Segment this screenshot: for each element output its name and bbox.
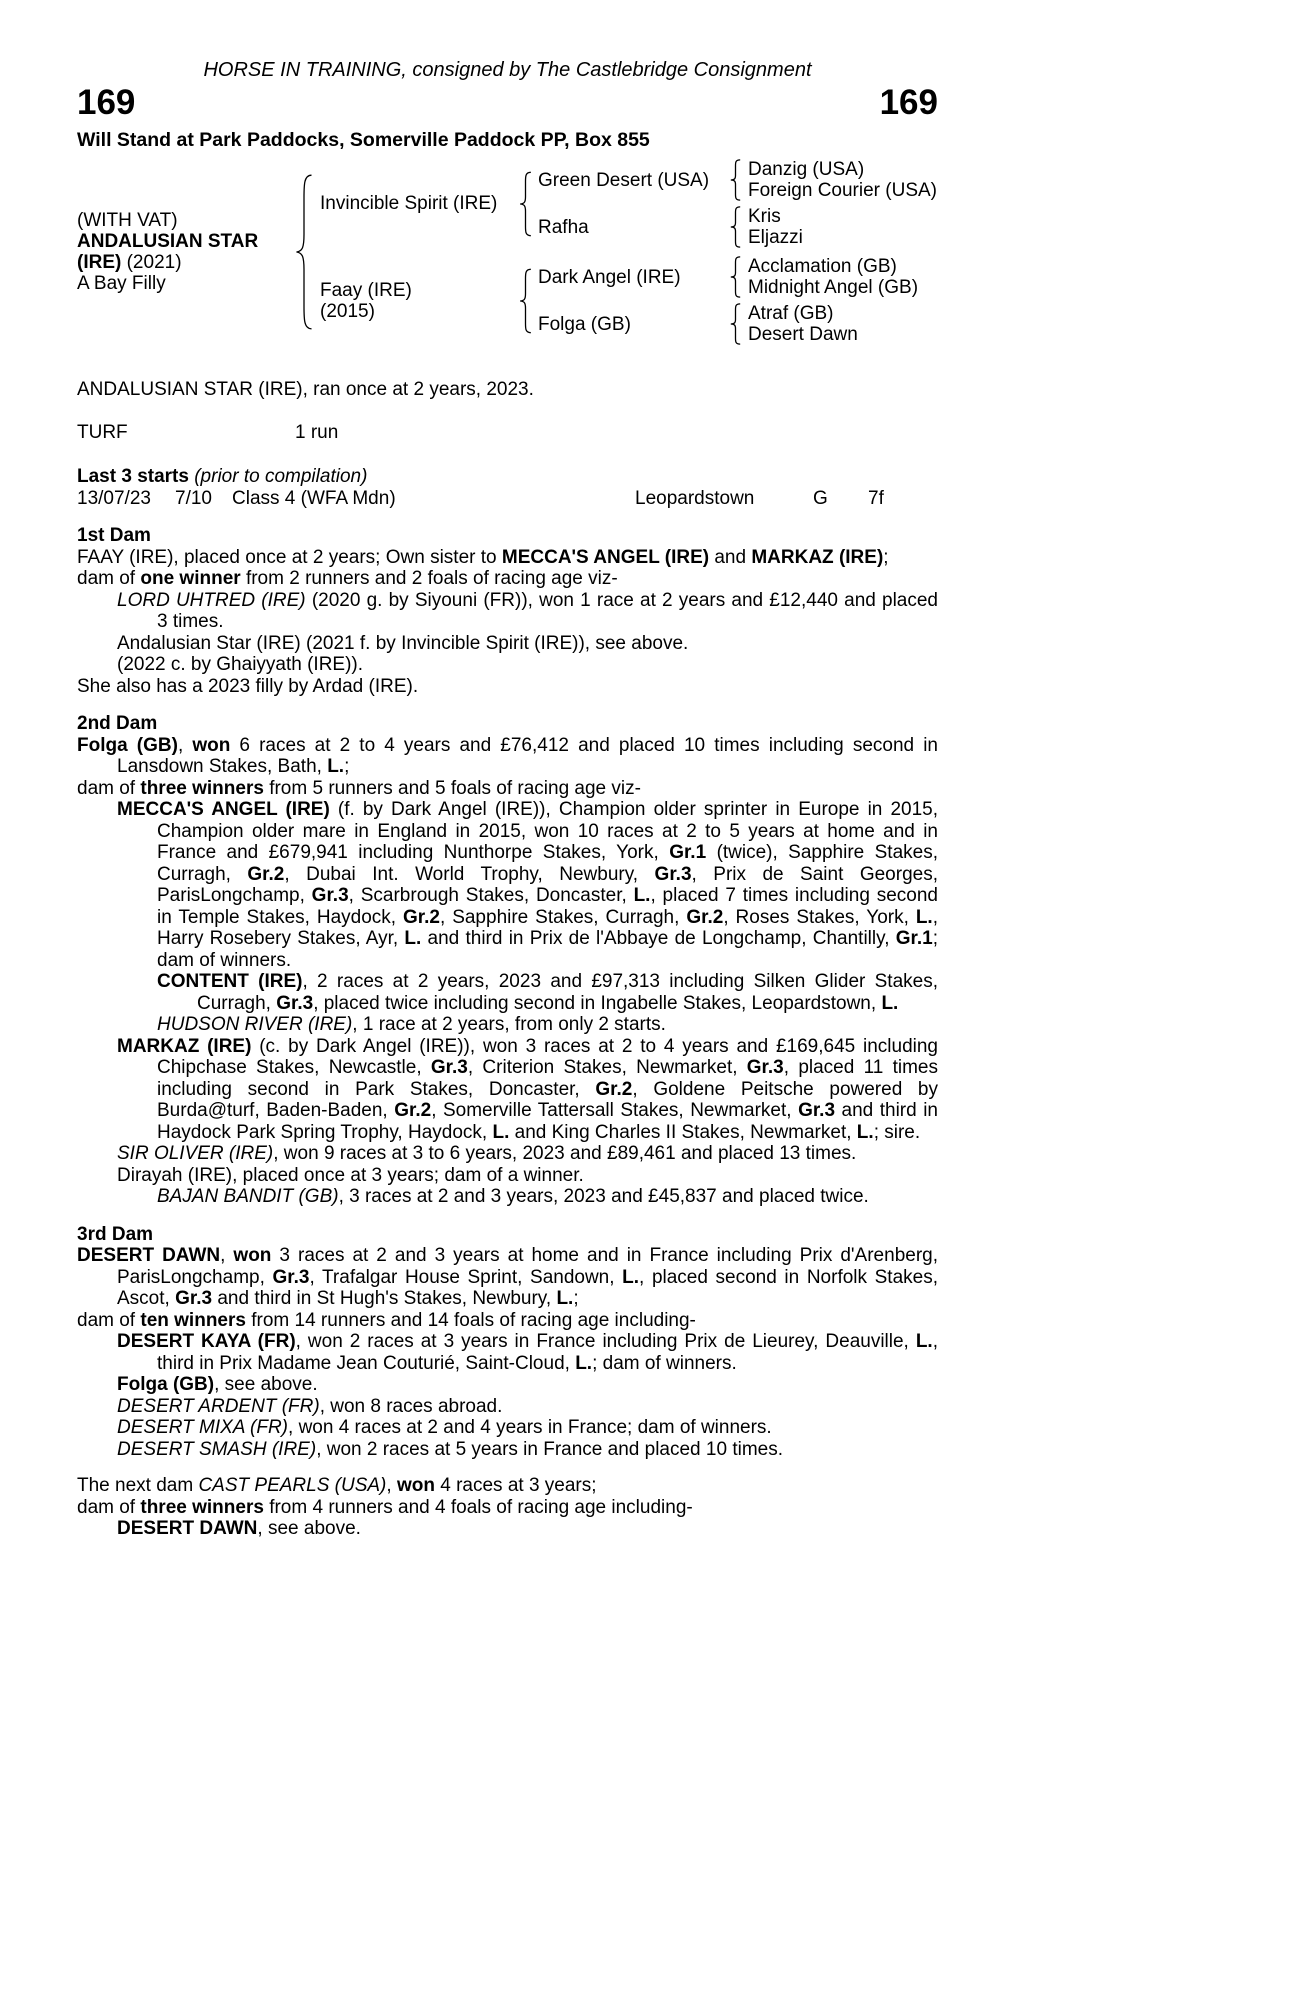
pedigree-paragraph	[77, 633, 938, 655]
text-segment: (f. by Dark Angel (IRE)), Champion older sprinter in Europe in 2015, Champion older mare in England in 2015, won 10 races at 2 to 5 years at home and in France and £679,941 including Nunthorpe Stakes, York,	[157, 799, 938, 863]
text-segment: ;	[883, 546, 889, 568]
text-segment: L.	[575, 1352, 593, 1374]
pedigree-paragraph	[77, 1245, 938, 1310]
pedigree-paragraph	[77, 735, 938, 778]
text-segment: three winners	[140, 777, 264, 799]
curly-brace-icon	[728, 303, 743, 345]
text-segment: L.	[622, 1266, 640, 1288]
sire-dam-parents	[748, 206, 803, 248]
text-segment: , placed 11 times including second in Park Stakes, Doncaster,	[157, 1057, 938, 1100]
text-segment: from 5 runners and 5 foals of racing age viz-	[263, 777, 641, 799]
curly-brace-icon	[517, 268, 534, 334]
dam-dam-branch	[538, 303, 918, 345]
dam-branch	[320, 256, 937, 345]
text-segment: and third in St Hugh's Stakes, Newbury,	[212, 1288, 557, 1309]
lot-number-row	[77, 84, 938, 121]
text-segment: (2020 g. by Siyouni (FR)), won 1 race at 2 years and £12,440 and placed 3 times.	[157, 589, 939, 632]
text-segment: LORD UHTRED (IRE)	[117, 589, 306, 611]
sire-name: Invincible Spirit (IRE)	[320, 193, 498, 214]
text-segment: , Scarbrough Stakes, Doncaster,	[348, 885, 634, 906]
ancestor-name: Foreign Courier (USA)	[748, 180, 937, 201]
pedigree-paragraph	[77, 1417, 938, 1439]
race-distance: 7f	[868, 487, 884, 509]
pedigree-paragraph	[77, 1036, 938, 1144]
vat-note: (WITH VAT)	[77, 210, 178, 231]
section-heading: 1st Dam	[77, 525, 151, 546]
text-segment: Gr.2	[247, 863, 285, 885]
text-segment: and third in Prix de l'Abbaye de Longchamp, Chantilly,	[421, 928, 896, 949]
text-segment: L.	[556, 1288, 574, 1309]
text-segment: (prior to compilation)	[194, 466, 368, 487]
pedigree-paragraph	[77, 1439, 938, 1461]
text-segment: , won 9 races at 3 to 6 years, 2023 and £89,461 and placed 13 times.	[273, 1143, 857, 1164]
ancestor-name: Desert Dawn	[748, 324, 858, 345]
pedigree-paragraph	[77, 1143, 938, 1165]
text-segment: L.	[492, 1121, 510, 1143]
generation-1-column	[320, 159, 937, 345]
text-segment: (2022 c. by Ghaiyyath (IRE)).	[117, 654, 364, 675]
text-segment: L.	[856, 1121, 874, 1143]
text-segment: three winners	[140, 1496, 264, 1518]
text-segment: , Dubai Int. World Trophy, Newbury,	[284, 863, 655, 885]
ancestor-name: Eljazzi	[748, 227, 803, 248]
text-segment: ,	[386, 1475, 397, 1496]
text-segment: L.	[915, 906, 933, 928]
dam-dam-parents	[748, 303, 858, 345]
ancestor-name: Acclamation (GB)	[748, 256, 897, 277]
text-segment: L.	[404, 928, 422, 949]
pedigree-paragraph	[77, 568, 938, 590]
curly-brace-icon	[292, 172, 316, 332]
race-going: G	[813, 487, 828, 509]
race-position: 7/10	[175, 487, 212, 509]
text-segment: The next dam	[77, 1475, 199, 1496]
text-segment: , see above.	[214, 1374, 318, 1395]
ancestor-name: Kris	[748, 206, 781, 227]
text-segment: Gr.3	[430, 1057, 468, 1078]
pedigree-text	[77, 525, 938, 1540]
pedigree-paragraph	[77, 1518, 938, 1540]
race-record-summary: ANDALUSIAN STAR (IRE), ran once at 2 years, 2023.	[77, 379, 534, 400]
curly-brace-icon	[517, 171, 534, 237]
text-segment: from 2 runners and 2 foals of racing age viz-	[240, 568, 618, 589]
surface-runs: 1 run	[295, 421, 339, 443]
text-segment: , placed second in Norfolk Stakes, Ascot,	[117, 1266, 938, 1309]
text-segment: , Prix de Saint Georges, ParisLongchamp,	[157, 863, 938, 906]
text-segment: , Harry Rosebery Stakes, Ayr,	[157, 906, 938, 949]
sire-sire-branch	[538, 159, 937, 201]
text-segment: dam of	[77, 1496, 141, 1518]
text-segment: L.	[327, 756, 345, 777]
surface-record-row	[77, 422, 938, 444]
text-segment: one winner	[140, 568, 241, 589]
text-segment: CONTENT (IRE)	[157, 971, 303, 992]
race-class: Class 4 (WFA Mdn)	[232, 487, 396, 509]
text-segment: DESERT DAWN	[77, 1245, 221, 1266]
pedigree-paragraph	[77, 1186, 938, 1208]
consignment-line: HORSE IN TRAINING, consigned by The Castlebridge Consignment	[203, 59, 812, 81]
text-segment: won	[192, 734, 231, 756]
text-segment: Dirayah (IRE), placed once at 3 years; dam of a winner.	[117, 1164, 584, 1186]
text-segment: Andalusian Star (IRE) (2021 f. by Invincible Spirit (IRE)), see above.	[117, 632, 689, 654]
text-segment: Gr.1	[895, 928, 933, 949]
text-segment: Folga (GB)	[77, 734, 178, 756]
pedigree-paragraph	[77, 1014, 938, 1036]
text-segment: DESERT MIXA (FR)	[117, 1417, 289, 1438]
sire-dam-name: Rafha	[538, 216, 589, 238]
race-result-row	[77, 488, 938, 510]
text-segment: BAJAN BANDIT (GB)	[157, 1186, 339, 1207]
pedigree-paragraph	[77, 1475, 938, 1497]
section-heading: 3rd Dam	[77, 1223, 154, 1245]
text-segment: , placed 7 times including second in Temple Stakes, Haydock,	[157, 885, 938, 928]
text-segment: Gr.2	[686, 906, 724, 928]
text-segment: , 3 races at 2 and 3 years, 2023 and £45,837 and placed twice.	[338, 1186, 869, 1207]
text-segment: Gr.3	[654, 863, 692, 885]
text-segment: ; dam of winners.	[592, 1352, 737, 1374]
sire-dam-branch	[538, 206, 937, 248]
text-segment: ANDALUSIAN STAR (IRE)	[77, 231, 259, 273]
surface-label: TURF	[77, 421, 128, 443]
race-course: Leopardstown	[635, 487, 755, 509]
text-segment: Gr.3	[311, 885, 349, 906]
text-segment: Gr.3	[798, 1100, 836, 1121]
pedigree-paragraph	[77, 1396, 938, 1418]
text-segment: ,	[177, 734, 193, 756]
text-segment: , third in Prix Madame Jean Couturié, Saint-Cloud,	[157, 1331, 938, 1374]
text-segment: L.	[915, 1331, 933, 1352]
dam-name-line1: Faay (IRE)	[320, 279, 412, 301]
text-segment: won	[396, 1475, 435, 1496]
text-segment: 6 races at 2 to 4 years and £76,412 and placed 10 times including second in Lansdown Stakes, Bath,	[117, 734, 938, 777]
last-starts-heading	[77, 466, 938, 488]
text-segment: , Sapphire Stakes, Curragh,	[439, 906, 687, 928]
text-segment: and third in Haydock Park Spring Trophy, Haydock,	[157, 1100, 938, 1143]
text-segment: 4 races at 3 years;	[434, 1475, 597, 1496]
text-segment: , 2 races at 2 years, 2023 and £97,313 including Silken Glider Stakes, Curragh,	[197, 971, 939, 1014]
pedigree-subject	[77, 210, 292, 294]
pedigree-paragraph	[77, 1497, 938, 1519]
pedigree-paragraph	[77, 1331, 938, 1374]
text-segment: DESERT ARDENT (FR)	[117, 1395, 320, 1417]
pedigree-paragraph	[77, 778, 938, 800]
text-segment: MARKAZ (IRE)	[117, 1035, 252, 1057]
text-segment: , won 4 races at 2 and 4 years in France; dam of winners.	[288, 1417, 772, 1438]
text-segment: Gr.3	[272, 1266, 310, 1288]
ancestor-name: Atraf (GB)	[748, 303, 834, 324]
pedigree-paragraph	[77, 590, 938, 633]
text-segment: MECCA'S ANGEL (IRE)	[117, 799, 330, 820]
pedigree-table	[77, 159, 938, 345]
text-segment: and King Charles II Stakes, Newmarket,	[509, 1121, 857, 1143]
text-segment: (c. by Dark Angel (IRE)), won 3 races at 2 to 4 years and £169,645 including Chipchase Stakes, Newcastle,	[157, 1035, 938, 1078]
text-segment: L.	[633, 885, 651, 906]
sire-sire-parents	[748, 159, 937, 201]
dam-sire-name: Dark Angel (IRE)	[538, 266, 681, 288]
pedigree-paragraph	[77, 547, 938, 569]
text-segment: (twice), Sapphire Stakes, Curragh,	[157, 842, 938, 885]
text-segment: won	[233, 1245, 272, 1266]
text-segment: , won 2 races at 5 years in France and placed 10 times.	[316, 1438, 783, 1460]
text-segment: , won 8 races abroad.	[319, 1395, 503, 1417]
pedigree-paragraph	[77, 1310, 938, 1332]
text-segment: , Roses Stakes, York,	[723, 906, 916, 928]
ancestor-name: Danzig (USA)	[748, 159, 865, 180]
text-segment: , Trafalgar House Sprint, Sandown,	[309, 1266, 623, 1288]
sire-parents	[538, 159, 937, 248]
page-content	[77, 60, 938, 1540]
text-segment: , Somerville Tattersall Stakes, Newmarket,	[431, 1100, 799, 1121]
text-segment: dam of	[77, 568, 141, 589]
text-segment: DESERT KAYA (FR)	[117, 1331, 296, 1352]
pedigree-paragraph	[77, 1374, 938, 1396]
horse-description: A Bay Filly	[77, 273, 166, 294]
curly-brace-icon	[728, 206, 743, 248]
dam-name	[320, 280, 517, 322]
text-segment: , see above.	[257, 1518, 361, 1539]
horse-name	[77, 231, 267, 273]
text-segment: FAAY (IRE), placed once at 2 years; Own sister to	[77, 546, 502, 568]
dam-sire-parents	[748, 256, 918, 298]
text-segment: Gr.2	[595, 1078, 633, 1100]
text-segment: CAST PEARLS (USA)	[198, 1475, 387, 1496]
text-segment: dam of	[77, 1309, 141, 1331]
lot-number-left: 169	[77, 82, 136, 122]
text-segment: MECCA'S ANGEL (IRE)	[501, 546, 710, 568]
text-segment: L.	[881, 992, 899, 1014]
dam-sire-branch	[538, 256, 918, 298]
lot-number-right: 169	[879, 82, 938, 122]
text-segment: Gr.2	[394, 1100, 432, 1121]
text-segment: 3 races at 2 and 3 years at home and in France including Prix d'Arenberg, ParisLongchamp,	[117, 1245, 939, 1288]
text-segment: ;	[344, 756, 350, 777]
text-segment: Folga (GB)	[117, 1374, 215, 1395]
text-segment: from 4 runners and 4 foals of racing age including-	[263, 1496, 693, 1518]
text-segment: SIR OLIVER (IRE)	[117, 1143, 274, 1164]
dam-parents	[538, 256, 918, 345]
text-segment: Gr.2	[403, 906, 440, 928]
text-segment: ;	[573, 1288, 579, 1309]
text-segment: ; dam of winners.	[157, 928, 938, 971]
text-segment: Gr.3	[746, 1057, 784, 1078]
sire-sire-name: Green Desert (USA)	[538, 169, 710, 191]
text-segment: , won 2 races at 3 years in France including Prix de Lieurey, Deauville,	[295, 1331, 916, 1352]
sire-branch	[320, 159, 937, 248]
text-segment: , Goldene Peitsche powered by Burda@turf, Baden-Baden,	[157, 1078, 938, 1121]
section-heading: 2nd Dam	[77, 713, 158, 734]
text-segment: from 14 runners and 14 foals of racing age including-	[245, 1309, 696, 1331]
dam-name-line2: (2015)	[320, 300, 375, 322]
pedigree-paragraph	[77, 1165, 938, 1187]
text-segment: ; sire.	[873, 1121, 921, 1143]
text-segment: HUDSON RIVER (IRE)	[157, 1014, 353, 1035]
pedigree-paragraph	[77, 676, 938, 698]
text-segment: (2021)	[121, 252, 182, 273]
pedigree-paragraph	[77, 971, 938, 1014]
text-segment: , placed twice including second in Ingabelle Stakes, Leopardstown,	[313, 992, 882, 1014]
text-segment: She also has a 2023 filly by Ardad (IRE).	[77, 675, 419, 697]
text-segment: ,	[220, 1245, 234, 1266]
ancestor-name: Midnight Angel (GB)	[748, 277, 919, 298]
pedigree-paragraph	[77, 654, 938, 676]
dam-dam-name: Folga (GB)	[538, 313, 631, 335]
text-segment: Last 3 starts	[77, 466, 189, 487]
text-segment: Gr.1	[669, 842, 707, 863]
text-segment: , Criterion Stakes, Newmarket,	[467, 1057, 747, 1078]
text-segment: dam of	[77, 777, 141, 799]
text-segment: Gr.3	[175, 1288, 213, 1309]
text-segment: DESERT DAWN	[117, 1518, 258, 1539]
text-segment: ten winners	[140, 1309, 246, 1331]
text-segment: MARKAZ (IRE)	[751, 546, 884, 568]
race-date: 13/07/23	[77, 487, 151, 509]
stand-location: Will Stand at Park Paddocks, Somerville Paddock PP, Box 855	[77, 128, 650, 151]
pedigree-paragraph	[77, 799, 938, 971]
curly-brace-icon	[728, 159, 743, 201]
text-segment: and	[709, 546, 752, 568]
text-segment: DESERT SMASH (IRE)	[117, 1438, 317, 1460]
curly-brace-icon	[728, 256, 743, 298]
text-segment: , 1 race at 2 years, from only 2 starts.	[352, 1014, 666, 1035]
text-segment: Gr.3	[276, 992, 314, 1014]
